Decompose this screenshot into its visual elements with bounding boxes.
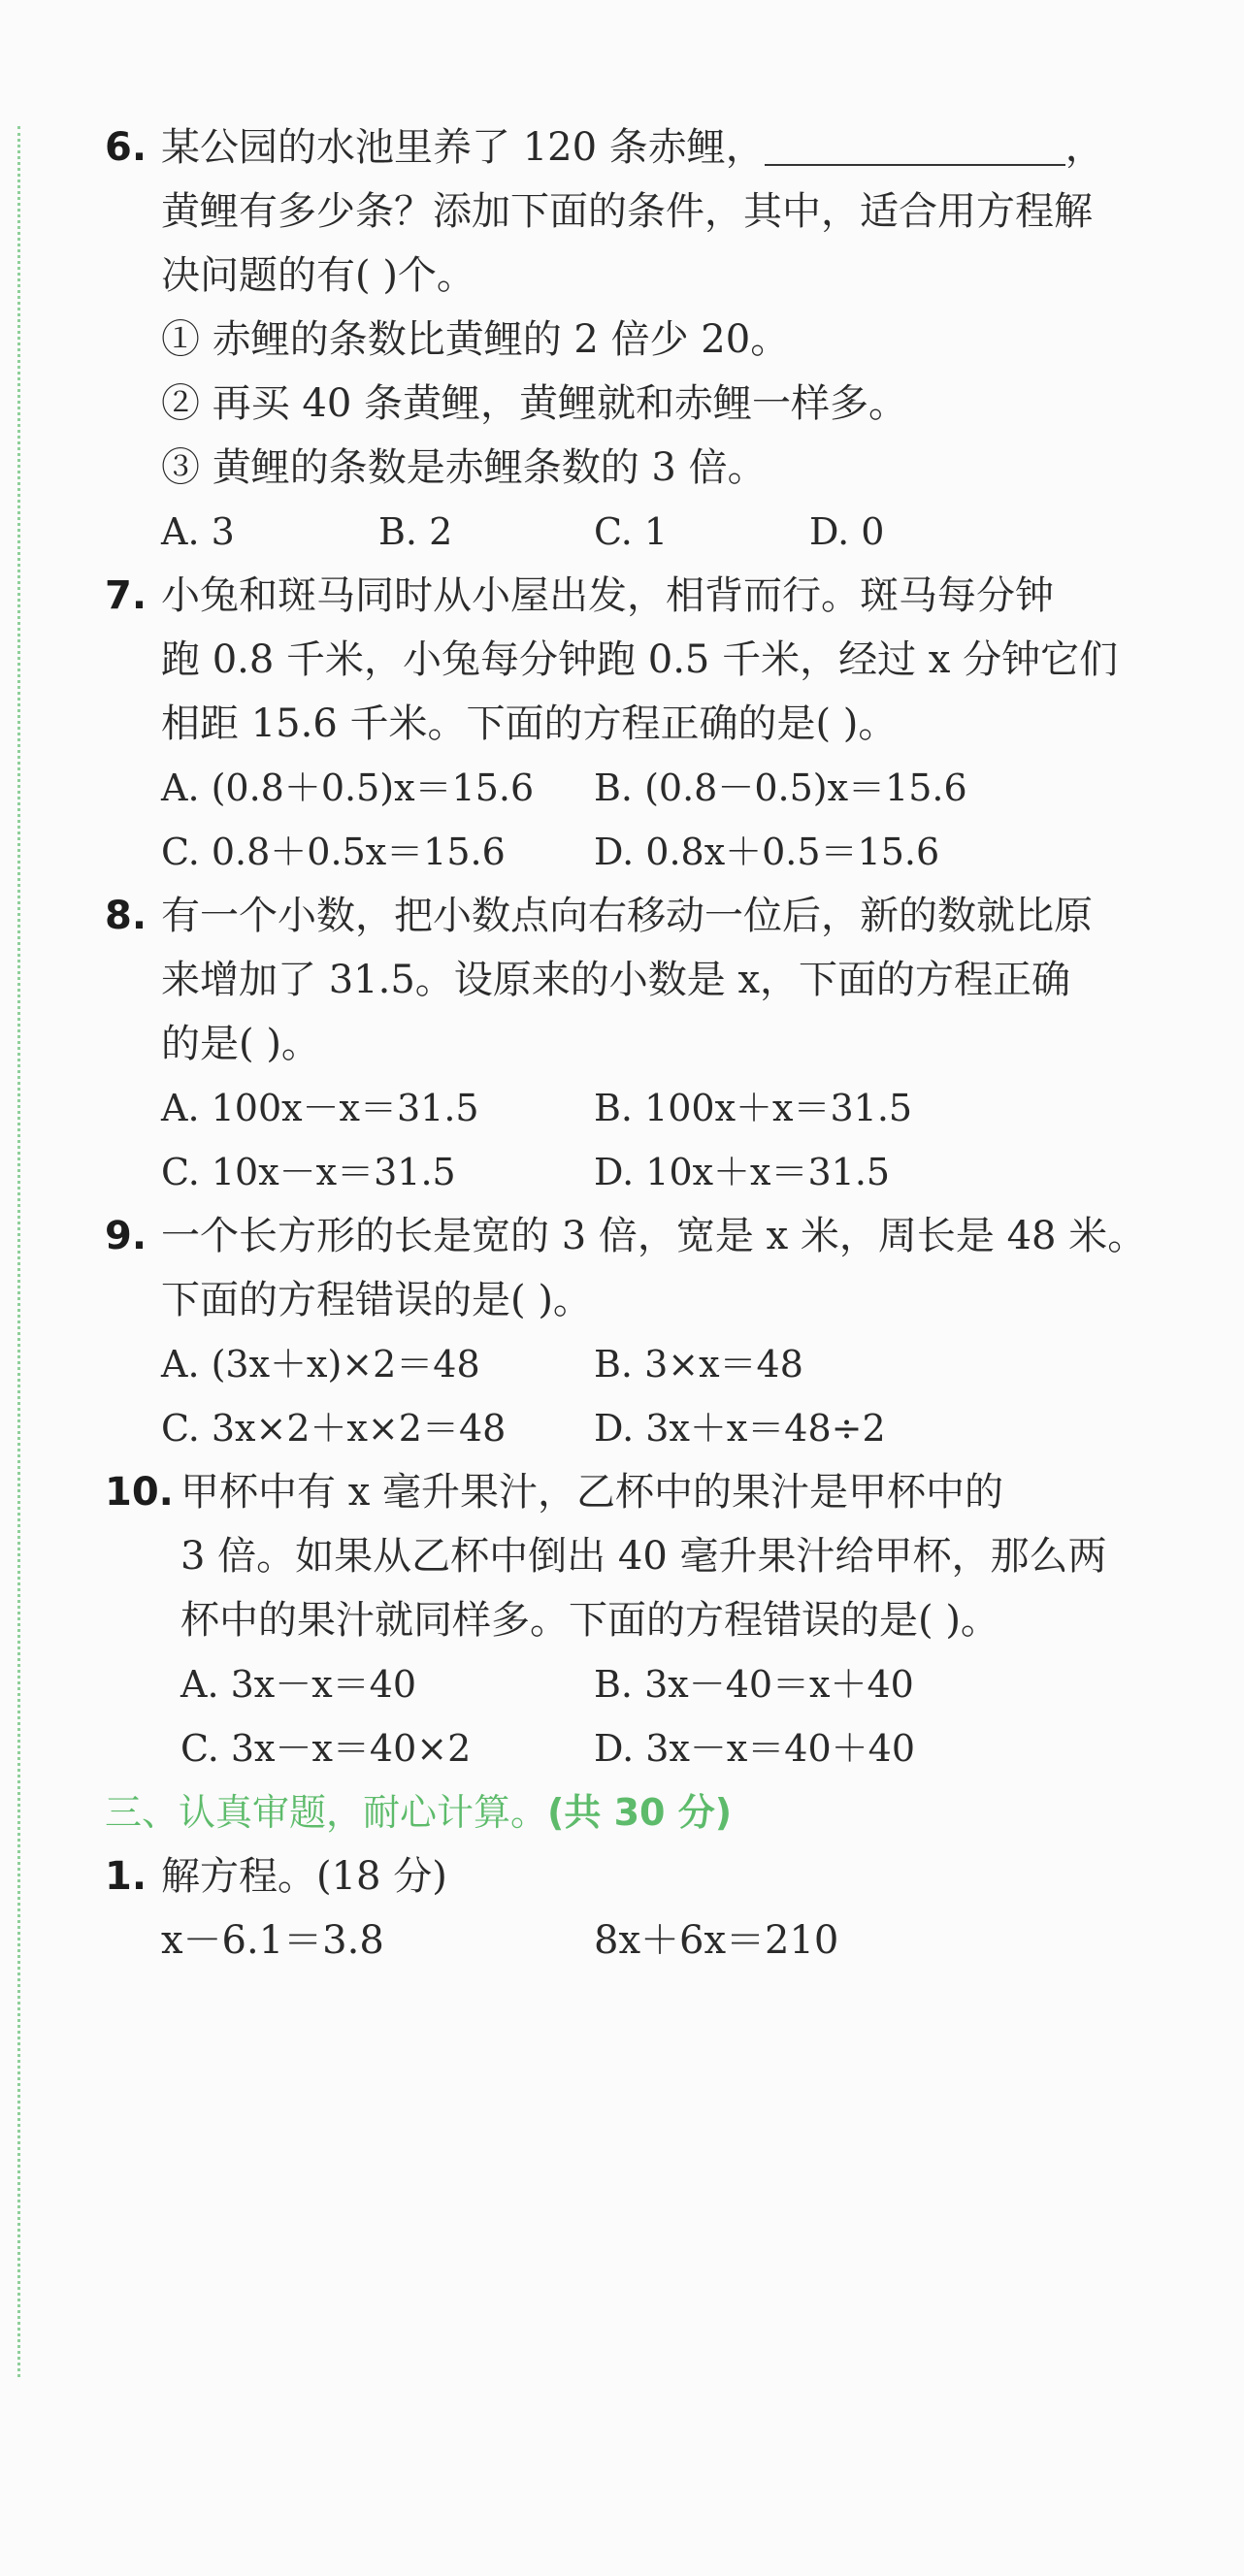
q10-option-d[interactable]: D. 3x－x＝40＋40 bbox=[594, 1727, 916, 1770]
q6-line3: 决问题的有( )个。 bbox=[161, 253, 475, 298]
q7-option-d[interactable]: D. 0.8x＋0.5＝15.6 bbox=[594, 831, 940, 873]
q10-option-b[interactable]: B. 3x－40＝x＋40 bbox=[594, 1663, 914, 1706]
q10-line2: 3 倍。如果从乙杯中倒出 40 毫升果汁给甲杯，那么两 bbox=[180, 1534, 1107, 1579]
s3q1-equation-1: x－6.1＝3.8 bbox=[161, 1918, 384, 1963]
q10-line3: 杯中的果汁就同样多。下面的方程错误的是( )。 bbox=[180, 1598, 999, 1643]
q6-line1-text: 某公园的水池里养了 120 条赤鲤， bbox=[161, 125, 765, 170]
q8-option-b[interactable]: B. 100x＋x＝31.5 bbox=[594, 1087, 913, 1129]
q6-line1-end: ， bbox=[1064, 125, 1104, 170]
q8-line1: 有一个小数，把小数点向右移动一位后，新的数就比原 bbox=[161, 894, 1093, 938]
q6-number: 6. bbox=[105, 125, 147, 170]
q8-line3: 的是( )。 bbox=[161, 1022, 320, 1066]
q10-number: 10. bbox=[105, 1470, 174, 1515]
q6-line2: 黄鲤有多少条？添加下面的条件，其中，适合用方程解 bbox=[161, 189, 1093, 234]
q10-option-a[interactable]: A. 3x－x＝40 bbox=[180, 1663, 416, 1706]
q8-option-d[interactable]: D. 10x＋x＝31.5 bbox=[594, 1151, 891, 1193]
q7-line3: 相距 15.6 千米。下面的方程正确的是( )。 bbox=[161, 701, 898, 746]
q9-number: 9. bbox=[105, 1214, 147, 1258]
q6-condition-2: ② 再买 40 条黄鲤，黄鲤就和赤鲤一样多。 bbox=[161, 381, 908, 426]
s3q1-equation-2: 8x＋6x＝210 bbox=[594, 1918, 839, 1963]
q6-condition-3: ③ 黄鲤的条数是赤鲤条数的 3 倍。 bbox=[161, 445, 767, 490]
q8-option-a[interactable]: A. 100x－x＝31.5 bbox=[161, 1087, 479, 1129]
section-3-score: (共 30 分) bbox=[547, 1791, 733, 1834]
q7-line1: 小兔和斑马同时从小屋出发，相背而行。斑马每分钟 bbox=[161, 573, 1054, 618]
section-3-title: 三、认真审题，耐心计算。 bbox=[105, 1791, 548, 1834]
q9-option-b[interactable]: B. 3×x＝48 bbox=[594, 1343, 803, 1386]
q6-line1 bbox=[161, 122, 1104, 173]
q7-option-b[interactable]: B. (0.8－0.5)x＝15.6 bbox=[594, 766, 967, 809]
q9-option-a[interactable]: A. (3x＋x)×2＝48 bbox=[161, 1343, 480, 1386]
q7-option-c[interactable]: C. 0.8＋0.5x＝15.6 bbox=[161, 831, 506, 873]
q8-line2: 来增加了 31.5。设原来的小数是 x，下面的方程正确 bbox=[161, 958, 1071, 1002]
q6-option-a[interactable]: A. 3 bbox=[161, 510, 235, 553]
q10-line1: 甲杯中有 x 毫升果汁，乙杯中的果汁是甲杯中的 bbox=[180, 1470, 1003, 1515]
s3q1-number: 1. bbox=[105, 1854, 147, 1899]
q8-option-c[interactable]: C. 10x－x＝31.5 bbox=[161, 1151, 456, 1193]
q7-line2: 跑 0.8 千米，小兔每分钟跑 0.5 千米，经过 x 分钟它们 bbox=[161, 637, 1119, 682]
q6-option-c[interactable]: C. 1 bbox=[594, 510, 669, 553]
q9-line2: 下面的方程错误的是( )。 bbox=[161, 1278, 592, 1322]
q6-option-b[interactable]: B. 2 bbox=[378, 510, 453, 553]
q7-number: 7. bbox=[105, 573, 147, 618]
q9-line1: 一个长方形的长是宽的 3 倍，宽是 x 米，周长是 48 米。 bbox=[161, 1214, 1147, 1258]
q9-option-d[interactable]: D. 3x＋x＝48÷2 bbox=[594, 1407, 886, 1450]
q6-fill-blank[interactable] bbox=[765, 125, 1065, 166]
s3q1-text: 解方程。(18 分) bbox=[161, 1854, 447, 1899]
q6-condition-1: ① 赤鲤的条数比黄鲤的 2 倍少 20。 bbox=[161, 317, 790, 362]
q8-number: 8. bbox=[105, 894, 147, 938]
q7-option-a[interactable]: A. (0.8＋0.5)x＝15.6 bbox=[161, 766, 535, 809]
q9-option-c[interactable]: C. 3x×2＋x×2＝48 bbox=[161, 1407, 507, 1450]
q6-option-d[interactable]: D. 0 bbox=[809, 510, 885, 553]
section-3-heading bbox=[105, 1787, 732, 1838]
q10-option-c[interactable]: C. 3x－x＝40×2 bbox=[180, 1727, 472, 1770]
